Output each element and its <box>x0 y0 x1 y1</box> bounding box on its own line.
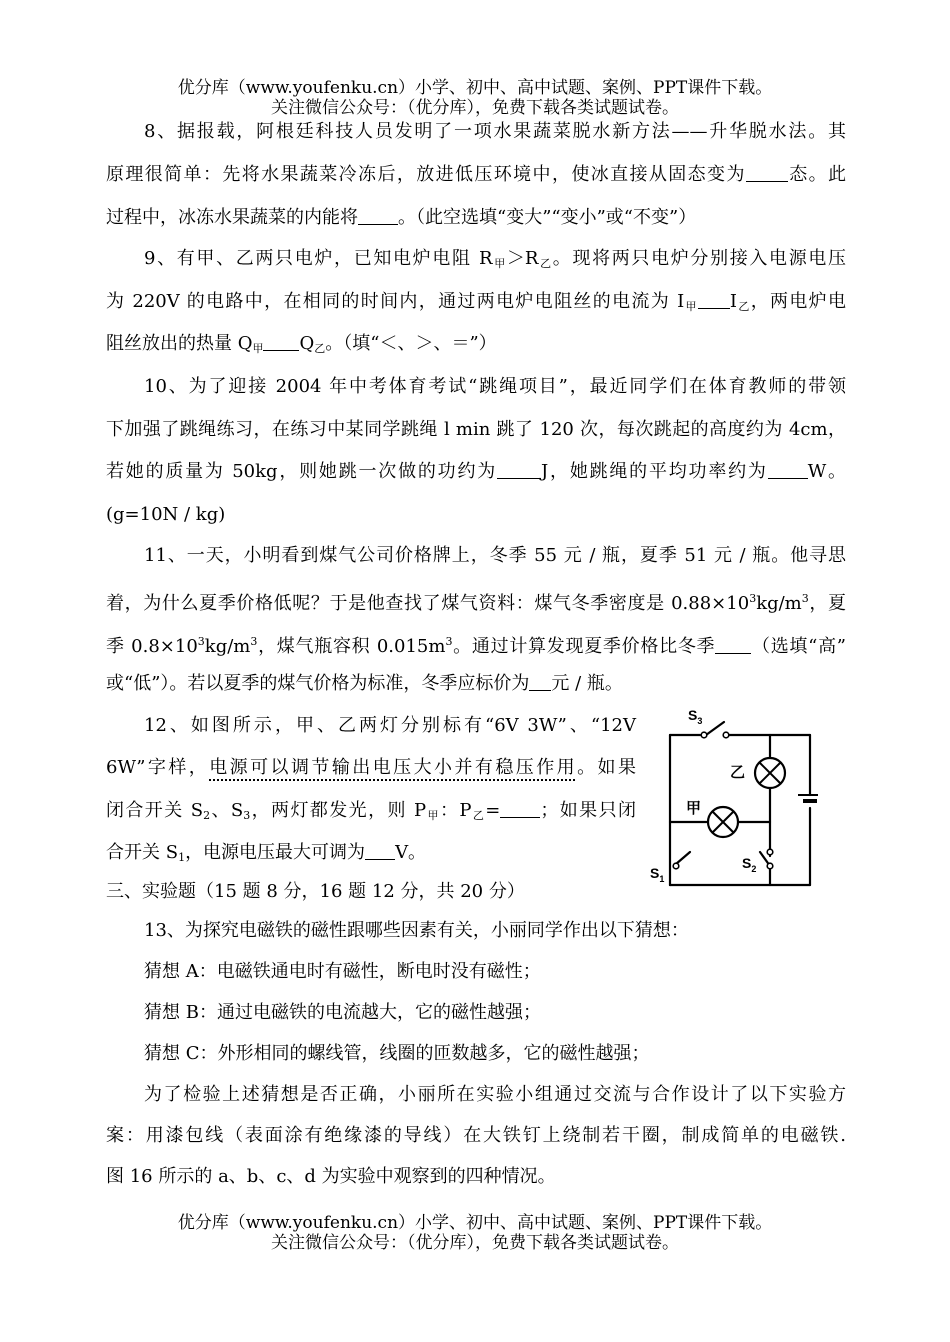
q12-line-4: 合开关 $S_1$，电源电压最大可调为 V。 <box>106 842 427 864</box>
label-yi: 乙 <box>730 764 746 781</box>
svg-text:S1: $S_1$ <box>650 865 665 884</box>
q8-line-1: 8、据报载，阿根廷科技人员发明了一项水果蔬菜脱水新方法——升华脱水法。其 <box>144 121 846 142</box>
answer-blank[interactable] <box>698 290 730 309</box>
label-s2: S <box>742 855 752 871</box>
svg-text:S2: $S_2$ <box>742 855 757 874</box>
q11-line-3: 季 $0.8\times 10^3kg/m^3$，煤气瓶容积 $0.015m^3$。通过计算发现夏季价格比冬季 （选填“高” <box>106 635 846 657</box>
q11-line-4: 或“低”）。若以夏季的煤气价格为标准，冬季应标价为 元 / 瓶。 <box>106 673 623 694</box>
footer-line-1: 优分库（www.youfenku.cn）小学、初中、高中试题、案例、PPT课件下载。 <box>177 1213 773 1233</box>
q11-line-2: 着，为什么夏季价格低呢？于是他查找了煤气资料：煤气冬季密度是 $0.88\times 10^3kg/m^3$，夏 <box>106 592 847 614</box>
q10-line-4: (g=10N / kg) <box>106 504 226 525</box>
q10-line-2: 下加强了跳绳练习，在练习中某同学跳绳 l min 跳了 120 次，每次跳起的高度约为 4cm， <box>106 419 846 440</box>
footer-line-2: 关注微信公众号：（优分库），免费下载各类试题试卷。 <box>271 1233 679 1253</box>
label-s3: S <box>688 707 698 723</box>
section-3-heading: 三、实验题（15 题 8 分，16 题 12 分，共 20 分） <box>106 881 525 902</box>
header-line-1: 优分库（www.youfenku.cn）小学、初中、高中试题、案例、PPT课件下载。 <box>177 78 773 98</box>
answer-blank[interactable] <box>365 841 395 860</box>
q12-line-2: 6W”字样，电源可以调节输出电压大小并有稳压作用。如果 <box>106 757 636 778</box>
q10-line-1: 10、为了迎接 2004 年中考体育考试“跳绳项目”，最近同学们在体育教师的带领 <box>144 376 846 397</box>
answer-blank[interactable] <box>715 635 751 654</box>
q12-line-3: 闭合开关 $S_2$、$S_3$，两灯都发光，则 $P_甲$：$P_乙=$ ；如果只闭 <box>106 800 636 822</box>
q9-line-1: 9、有甲、乙两只电炉，已知电炉电阻 $R_甲>R_乙$。现将两只电炉分别接入电源电压 <box>144 248 847 270</box>
answer-blank[interactable] <box>768 460 808 479</box>
q11-line-1: 11、一天，小明看到煤气公司价格牌上，冬季 55 元 / 瓶，夏季 51 元 / 瓶。他寻思 <box>144 545 846 566</box>
q8-line-2: 原理很简单：先将水果蔬菜冷冻后，放进低压环境中，使冰直接从固态变为 态。此 <box>106 164 847 185</box>
switch-s1 <box>676 852 690 864</box>
q12-line-1: 12、如图所示，甲、乙两灯分别标有“6V 3W”、“12V <box>144 715 636 736</box>
answer-blank[interactable] <box>529 672 551 691</box>
q13-para-line-1: 为了检验上述猜想是否正确，小丽所在实验小组通过交流与合作设计了以下实验方 <box>144 1084 846 1105</box>
label-jia: 甲 <box>686 800 702 817</box>
answer-blank[interactable] <box>263 332 299 351</box>
header-line-2: 关注微信公众号：（优分库），免费下载各类试题试卷。 <box>271 98 679 118</box>
lamp-jia-icon <box>708 807 738 837</box>
guess-b: 猜想 B：通过电磁铁的电流越大，它的磁性越强； <box>144 1002 541 1023</box>
answer-blank[interactable] <box>497 460 541 479</box>
circuit-diagram <box>648 700 818 890</box>
lamp-yi-icon <box>755 758 785 788</box>
q13-para-line-2: 案：用漆包线（表面涂有绝缘漆的导线）在大铁钉上绕制若干圈，制成简单的电磁铁. <box>106 1125 846 1146</box>
answer-blank[interactable] <box>358 206 398 225</box>
q10-line-3: 若她的质量为 50kg，则她跳一次做的功约为 J，她跳绳的平均功率约为 W。 <box>106 461 846 482</box>
guess-a: 猜想 A：电磁铁通电时有磁性，断电时没有磁性； <box>144 961 541 982</box>
answer-blank[interactable] <box>746 163 788 182</box>
q9-line-3: 阻丝放出的热量 $Q_甲$ $Q_乙$。（填“＜、＞、＝”） <box>106 333 497 355</box>
q13-line-1: 13、为探究电磁铁的磁性跟哪些因素有关，小丽同学作出以下猜想： <box>144 920 689 941</box>
guess-c: 猜想 C：外形相同的螺线管，线圈的匝数越多，它的磁性越强； <box>144 1043 650 1064</box>
q13-para-line-3: 图 16 所示的 a、b、c、d 为实验中观察到的四种情况。 <box>106 1166 556 1187</box>
answer-blank[interactable] <box>500 799 540 818</box>
q8-line-3: 过程中，冰冻水果蔬菜的内能将 。（此空选填“变大”“变小”或“不变”） <box>106 207 697 228</box>
label-s1: S <box>650 865 660 881</box>
q9-line-2: 为 220V 的电路中，在相同的时间内，通过两电炉电阻丝的电流为 $I_甲$ $I_乙$，两电炉电 <box>106 291 847 313</box>
svg-text:S3: $S_3$ <box>688 707 703 726</box>
switch-s3 <box>706 722 724 735</box>
